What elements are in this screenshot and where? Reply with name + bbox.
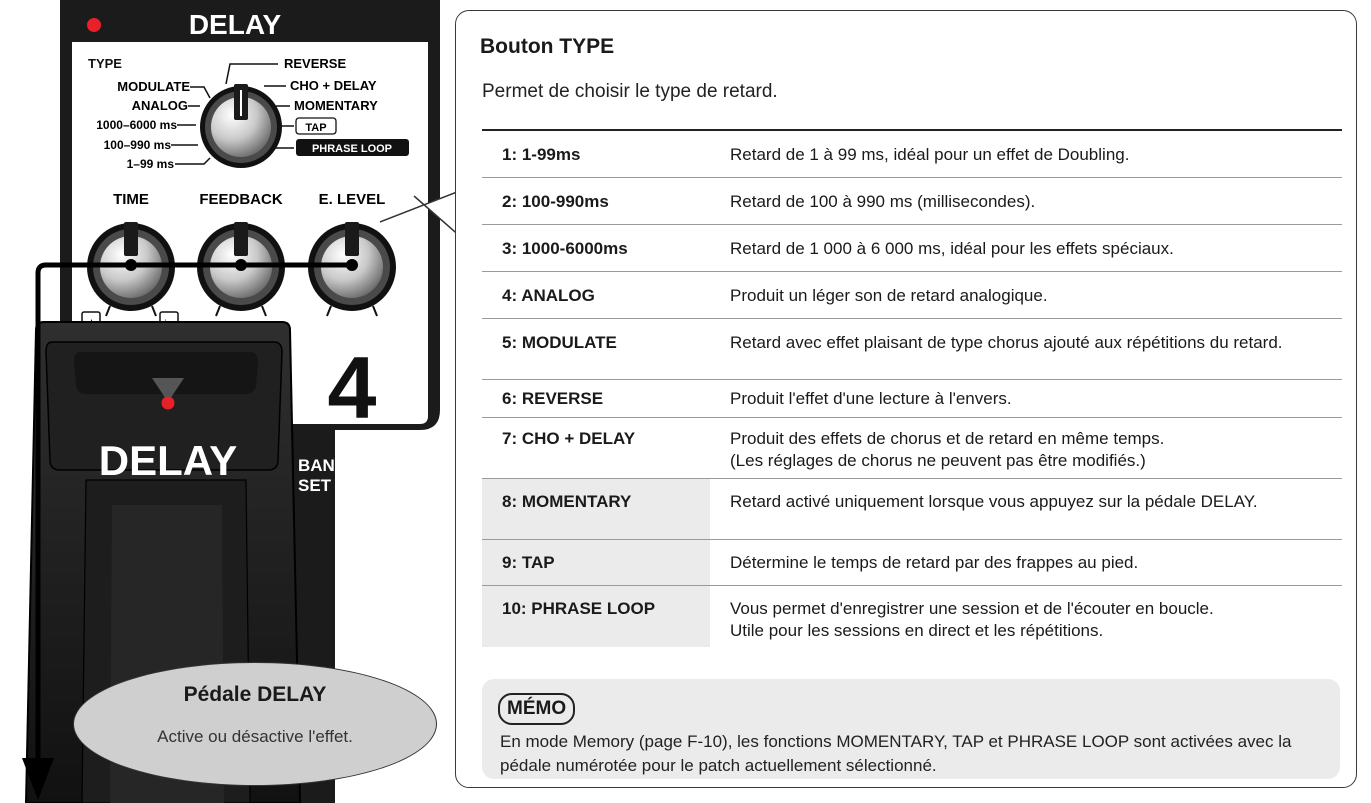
panel-description: Permet de choisir le type de retard. — [482, 81, 778, 102]
pedal-led — [162, 397, 175, 410]
type-desc: Retard de 1 000 à 6 000 ms, idéal pour les effets spéciaux. — [710, 224, 1342, 271]
memo-label: MÉMO — [498, 693, 575, 725]
type-desc-note: (Les réglages de chorus ne peuvent pas être modifiés.) — [730, 450, 1146, 470]
table-row — [482, 224, 1342, 271]
table-row — [482, 379, 1342, 417]
power-led — [87, 18, 101, 32]
section-title: DELAY — [188, 9, 282, 40]
type-name: 2: 100-990ms — [482, 177, 710, 224]
type-opt-analog: ANALOG — [131, 98, 188, 113]
type-desc: Détermine le temps de retard par des frappes au pied. — [710, 539, 1342, 585]
type-table — [482, 129, 1342, 647]
knob-label-e-level: E. LEVEL — [318, 191, 386, 208]
type-opt-1-99: 1–99 ms — [126, 157, 174, 171]
type-name: 8: MOMENTARY — [482, 478, 710, 539]
type-desc: Retard activé uniquement lorsque vous appuyez sur la pédale DELAY. — [710, 478, 1342, 539]
table-row — [482, 539, 1342, 585]
panel-title: Bouton TYPE — [480, 35, 615, 58]
type-name: 4: ANALOG — [482, 271, 710, 318]
type-name: 7: CHO + DELAY — [482, 417, 710, 478]
type-desc: Produit l'effet d'une lecture à l'envers. — [710, 379, 1342, 417]
type-opt-reverse: REVERSE — [284, 56, 347, 71]
pedal-callout — [73, 662, 437, 786]
table-row — [482, 318, 1342, 379]
type-opt-tap: TAP — [305, 122, 327, 134]
knob-dot-time — [125, 259, 137, 271]
pedal-callout-title: Pédale DELAY — [183, 683, 327, 706]
type-desc-note: Utile pour les sessions en direct et les répétitions. — [730, 620, 1104, 640]
table-row — [482, 130, 1342, 177]
type-desc: Retard avec effet plaisant de type chorus ajouté aux répétitions du retard. — [710, 318, 1342, 379]
type-opt-100-990: 100–990 ms — [103, 138, 171, 152]
knob-label-feedback: FEEDBACK — [199, 191, 283, 208]
table-row — [482, 177, 1342, 224]
type-opt-phrase-loop: PHRASE LOOP — [311, 143, 393, 155]
type-desc: Produit des effets de chorus et de retard en même temps. — [730, 428, 1165, 448]
table-row — [482, 585, 1342, 647]
knob-dot-e-level — [346, 259, 358, 271]
bank-label: BANK — [298, 456, 348, 475]
table-row — [482, 417, 1342, 478]
type-info-panel — [455, 10, 1357, 788]
type-label: TYPE — [88, 56, 122, 71]
set-label: SET — [298, 476, 332, 495]
memo-text: En mode Memory (page F-10), les fonctions MOMENTARY, TAP et PHRASE LOOP sont activées avec la pédale numérotée pour le patch actuellement sélectionné. — [500, 732, 1292, 775]
type-desc: Vous permet d'enregistrer une session et de l'écouter en boucle. — [730, 598, 1214, 618]
type-name: 9: TAP — [482, 539, 710, 585]
type-desc: Retard de 1 à 99 ms, idéal pour un effet de Doubling. — [710, 130, 1342, 177]
type-name: 10: PHRASE LOOP — [482, 585, 710, 647]
type-opt-cho-delay: CHO + DELAY — [290, 78, 377, 93]
type-name: 6: REVERSE — [482, 379, 710, 417]
memo-box — [482, 679, 1340, 779]
type-desc: Retard de 100 à 990 ms (millisecondes). — [710, 177, 1342, 224]
table-row — [482, 478, 1342, 539]
type-name: 3: 1000-6000ms — [482, 224, 710, 271]
pedal-label: DELAY — [98, 437, 238, 484]
type-name: 1: 1-99ms — [482, 130, 710, 177]
type-opt-modulate: MODULATE — [117, 79, 190, 94]
type-name: 5: MODULATE — [482, 318, 710, 379]
type-opt-momentary: MOMENTARY — [294, 98, 378, 113]
knob-label-time: TIME — [113, 191, 149, 208]
pedal-number: 4 — [327, 338, 377, 437]
type-desc: Produit un léger son de retard analogique. — [710, 271, 1342, 318]
pedal-callout-description: Active ou désactive l'effet. — [157, 727, 353, 746]
table-row — [482, 271, 1342, 318]
knob-dot-feedback — [235, 259, 247, 271]
type-opt-1000-6000: 1000–6000 ms — [96, 118, 177, 132]
